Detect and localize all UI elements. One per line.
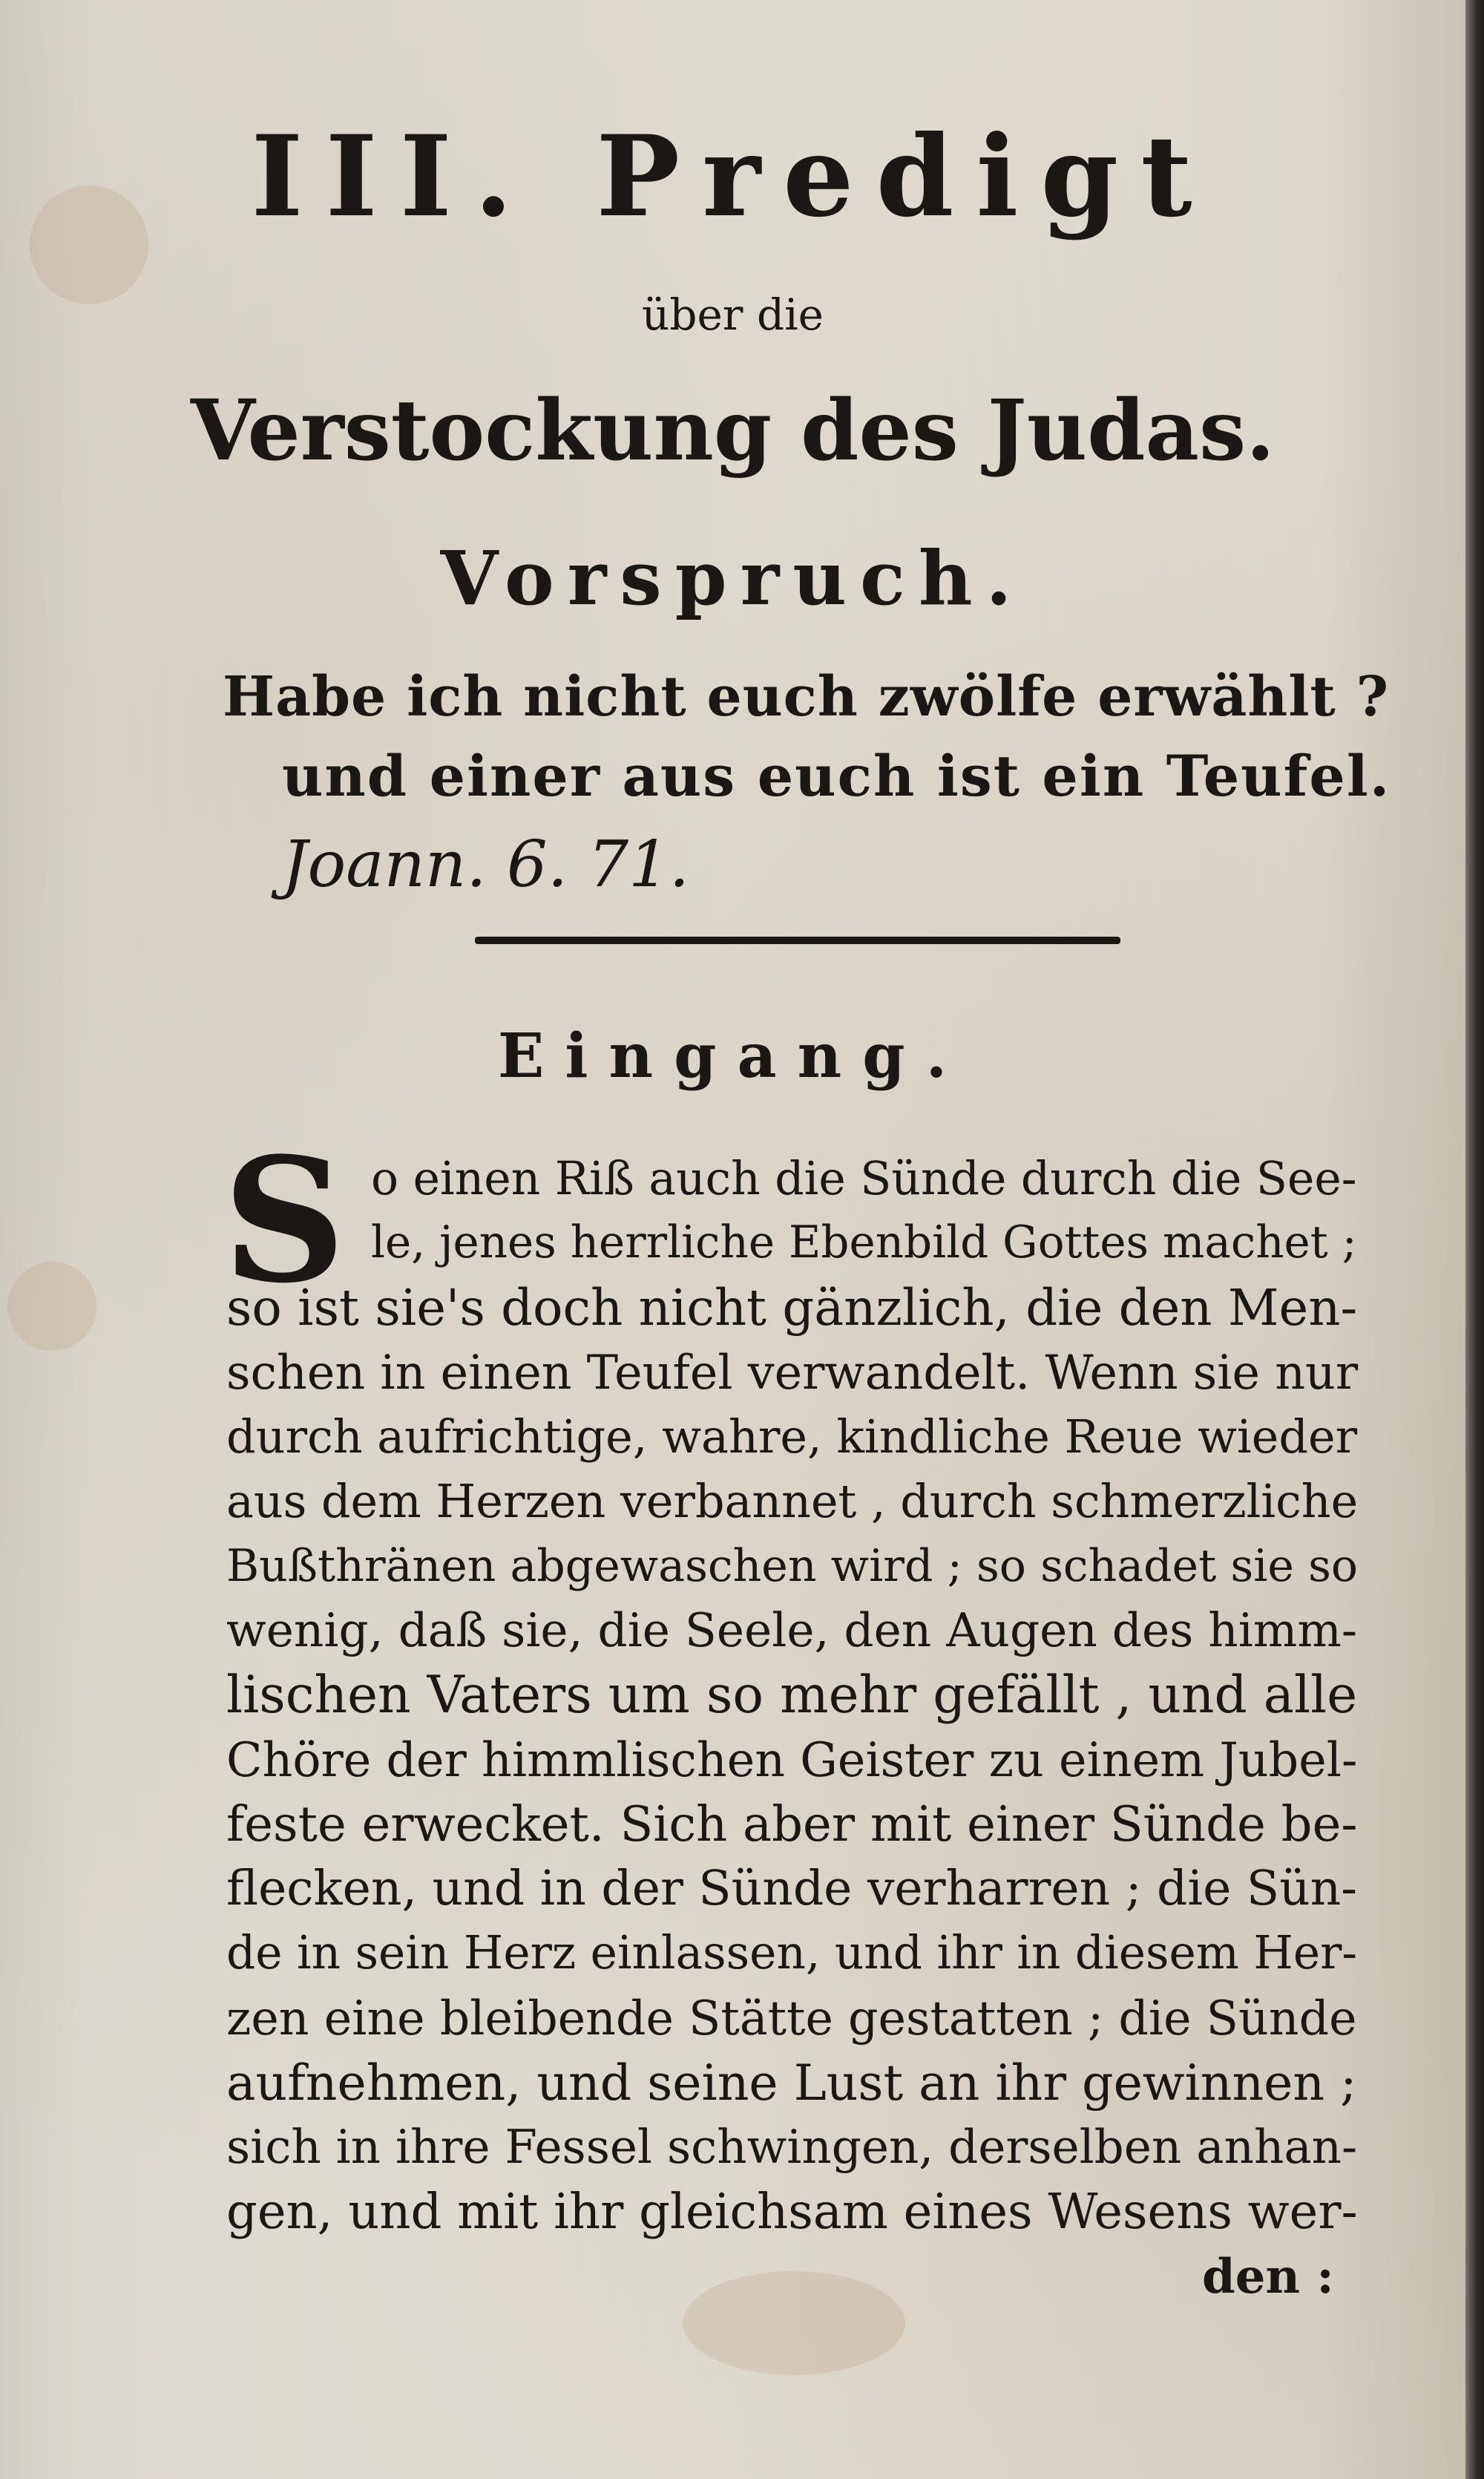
sermon-title: III. Predigt — [251, 111, 1215, 242]
body-text-line: feste erwecket. Sich aber mit einer Sünde be- — [226, 1796, 1358, 1853]
drop-initial: S — [223, 1121, 347, 1321]
verse-line: und einer aus euch ist ein Teufel. — [282, 742, 1391, 809]
body-text-line: aus dem Herzen verbannet , durch schmerzliche — [226, 1475, 1359, 1528]
sermon-topic: Verstockung des Judas. — [190, 382, 1275, 479]
body-text-line: zen eine bleibende Stätte gestatten ; die Sünde — [226, 1991, 1357, 2046]
body-text-line: Chöre der himmlischen Geister zu einem Jubel- — [226, 1732, 1358, 1787]
body-text-line: lischen Vaters um so mehr gefällt , und alle — [226, 1666, 1358, 1725]
body-text-line: wenig, daß sie, die Seele, den Augen des himm- — [226, 1603, 1358, 1657]
body-text-line: de in sein Herz einlassen, und ihr in diesem Her- — [226, 1927, 1358, 1979]
section-divider — [475, 937, 1120, 944]
body-text-line: flecken, und in der Sünde verharren ; die Sün- — [226, 1861, 1358, 1916]
paper-stain — [683, 2271, 905, 2375]
sermon-subtitle: über die — [642, 289, 824, 340]
vorspruch-heading: Vorspruch. — [440, 534, 1025, 622]
catchword: den : — [1202, 2249, 1334, 2305]
body-text-line: aufnehmen, und seine Lust an ihr gewinnen ; — [226, 2054, 1357, 2112]
body-text-line: sich in ihre Fessel schwingen, derselben anhan- — [226, 2120, 1358, 2174]
paper-stain — [7, 1262, 96, 1351]
scripture-reference: Joann. 6. 71. — [282, 828, 690, 902]
verse-line: Habe ich nicht euch zwölfe erwählt ? — [223, 664, 1390, 729]
section-heading: Eingang. — [497, 1021, 968, 1092]
book-page-edge — [1465, 0, 1484, 2479]
body-text-line: Bußthränen abgewaschen wird ; so schadet sie so — [226, 1540, 1359, 1592]
body-text-line: o einen Riß auch die Sünde durch die See- — [371, 1152, 1357, 1205]
body-text-line: gen, und mit ihr gleichsam eines Wesens wer- — [226, 2184, 1358, 2240]
body-text-line: durch aufrichtige, wahre, kindliche Reue wieder — [226, 1410, 1358, 1464]
body-text-line: so ist sie's doch nicht gänzlich, die den Men- — [226, 1279, 1358, 1337]
body-text-line: le, jenes herrliche Ebenbild Gottes machet ; — [371, 1217, 1357, 1268]
body-text-line: schen in einen Teufel verwandelt. Wenn sie nur — [226, 1345, 1359, 1400]
